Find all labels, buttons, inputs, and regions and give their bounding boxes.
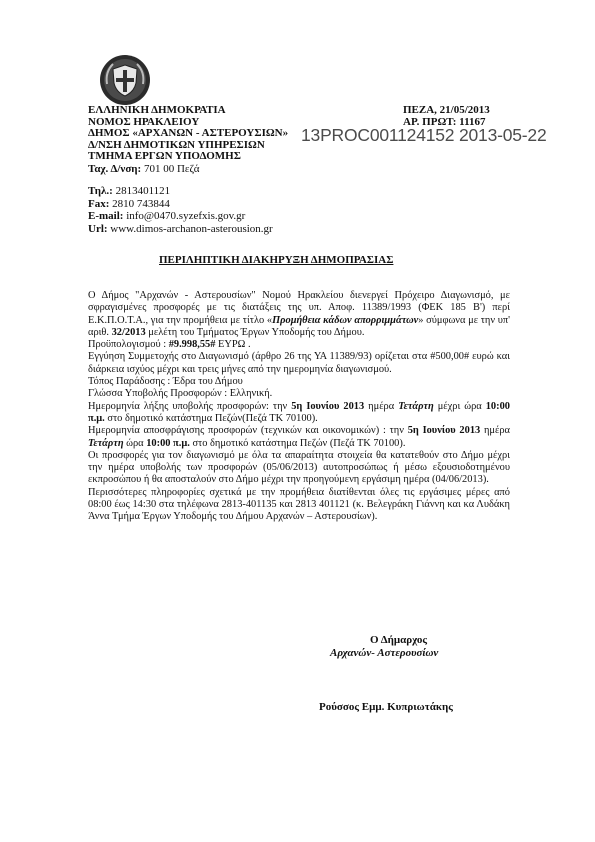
text: ώρα [123,437,147,449]
paragraph-budget [88,339,510,351]
text: Ο Δήμος "Αρχανών - Αστερουσίων" Νομού Ηρακλείου διενεργεί Πρόχειρο Διαγωνισμό, με σφραγισμένες προσφορές με τις διατάξεις της υπ. Αποφ. 11389/1993 (ΦΕΚ 185 Β') περί Ε.Κ.Π.Ο.Τ.Α., για την προμήθεια με τίτλο « [88,290,510,326]
phone-label: Τηλ.: [88,185,113,197]
fax-value: 2810 743844 [112,197,170,210]
header-line-5: ΤΜΗΜΑ ΕΡΓΩΝ ΥΠΟΔΟΜΗΣ [88,150,241,162]
paragraph-submission: Οι προσφορές για τον διαγωνισμό με όλα τα απαραίτητα στοιχεία θα κατατεθούν στο Δήμο μέχρι την ημέρα υποβολής των προσφορών (05/06/2013) αυτοπροσώπως ή μέσω εξουσιοδοτημένου εκπροσώπου ή θα αποσταλούν στο Δήμο μέχρι την προηγούμενη εργάσιμη ημέρα (04/06/2013). [88,449,510,486]
url-label: Url: [88,222,108,235]
study-number: 32/2013 [111,326,146,338]
text: Ημερομηνία αποσφράγισης προσφορών (τεχνικών και οικονομικών) : την [88,425,408,437]
document-stamp-id: 13PROC001124152 2013-05-22 [301,125,547,145]
procurement-title: Προμήθεια κάδων απορριμμάτων [272,314,419,326]
contact-url [88,223,273,236]
paragraph-intro [88,290,510,339]
text: μελέτη του Τμήματος Έργων Υποδομής του Δήμου. [145,326,365,338]
text: στο δημοτικό κατάστημα Πεζών(Πεζά ΤΚ 70100). [104,412,318,424]
paragraph-guarantee: Εγγύηση Συμμετοχής στο Διαγωνισμό (άρθρο 26 της ΥΑ 11389/93) ορίζεται στα #500,00# ευρώ και διάρκεια ισχύος μέχρι και τρεις μήνες από την ημερομηνία διαγωνισμού. [88,351,510,375]
opening-day: Τετάρτη [88,437,124,449]
signature-name: Ρούσσος Εμμ. Κυπριωτάκης [319,701,453,713]
contact-fax [88,198,170,211]
fax-label: Fax: [88,197,110,210]
text: » σύμφωνα με την υπ' αριθ. [88,314,510,338]
url-value[interactable]: www.dimos-archanon-asterousion.gr [110,222,273,235]
header-line-4: Δ/ΝΣΗ ΔΗΜΟΤΙΚΩΝ ΥΠΗΡΕΣΙΩΝ [88,138,265,151]
header-line-2: ΝΟΜΟΣ ΗΡΑΚΛΕΙΟΥ [88,115,200,128]
phone-value: 2813401121 [115,185,171,197]
deadline-time: 10:00 π.μ. [88,400,510,424]
text: Προϋπολογισμού : [88,339,169,351]
budget-amount: #9.998,55# [168,339,216,351]
email-value[interactable]: info@0470.syzefxis.gov.gr [126,210,246,222]
header-line-3: ΔΗΜΟΣ «ΑΡΧΑΝΩΝ - ΑΣΤΕΡΟΥΣΙΩΝ» [88,127,289,139]
contact-email [88,210,245,223]
signature-municipality: Αρχανών- Αστερουσίων [330,647,439,659]
email-label: E-mail: [88,210,124,222]
deadline-date: 5η Ιουνίου 2013 [291,400,365,412]
contact-address [88,163,199,176]
address-label: Ταχ. Δ/νση: [88,163,142,175]
coat-of-arms-emblem [99,54,151,106]
deadline-day: Τετάρτη [398,400,434,412]
text: στο δημοτικό κατάστημα Πεζών (Πεζά ΤΚ 70100). [189,437,406,449]
contact-phone [88,185,170,198]
place-date: ΠΕΖΑ, 21/05/2013 [403,104,490,116]
paragraph-info: Περισσότερες πληροφορίες σχετικά με την προμήθεια διατίθενται όλες τις εργάσιμες μέρες από 08:00 έως 14:30 στα τηλέφωνα 2813-401135 και 2813 401121 (κ. Βελεγράκη Γιάννη και κα Λυδάκη Άννα Τμήμα Έργων Υποδομής του Δήμου Αρχανών – Αστερουσίων). [88,486,510,523]
paragraph-deadline [88,401,510,426]
opening-time: 10:00 π.μ. [146,437,190,449]
document-title: ΠΕΡΙΛΗΠΤΙΚΗ ΔΙΑΚΗΡΥΞΗ ΔΗΜΟΠΡΑΣΙΑΣ [159,254,394,266]
text: μέχρι ώρα [433,400,486,412]
address-value: 701 00 Πεζά [143,163,200,175]
text: ημέρα [364,400,399,412]
announcement-body [88,290,510,524]
protocol-number: ΑΡ. ΠΡΩΤ: 11167 [403,115,486,128]
text: ΕΥΡΩ . [215,339,251,351]
text: ημέρα [480,425,510,437]
opening-date: 5η Ιουνίου 2013 [407,425,481,437]
paragraph-opening [88,425,510,450]
paragraph-language: Γλώσσα Υποβολής Προσφορών : Ελληνική. [88,388,273,400]
header-line-1: ΕΛΛΗΝΙΚΗ ΔΗΜΟΚΡΑΤΙΑ [88,104,226,116]
text: Ημερομηνία λήξης υποβολής προσφορών: την [88,400,292,412]
paragraph-delivery: Τόπος Παράδοσης : Έδρα του Δήμου [88,376,243,388]
signature-title: Ο Δήμαρχος [370,634,428,646]
